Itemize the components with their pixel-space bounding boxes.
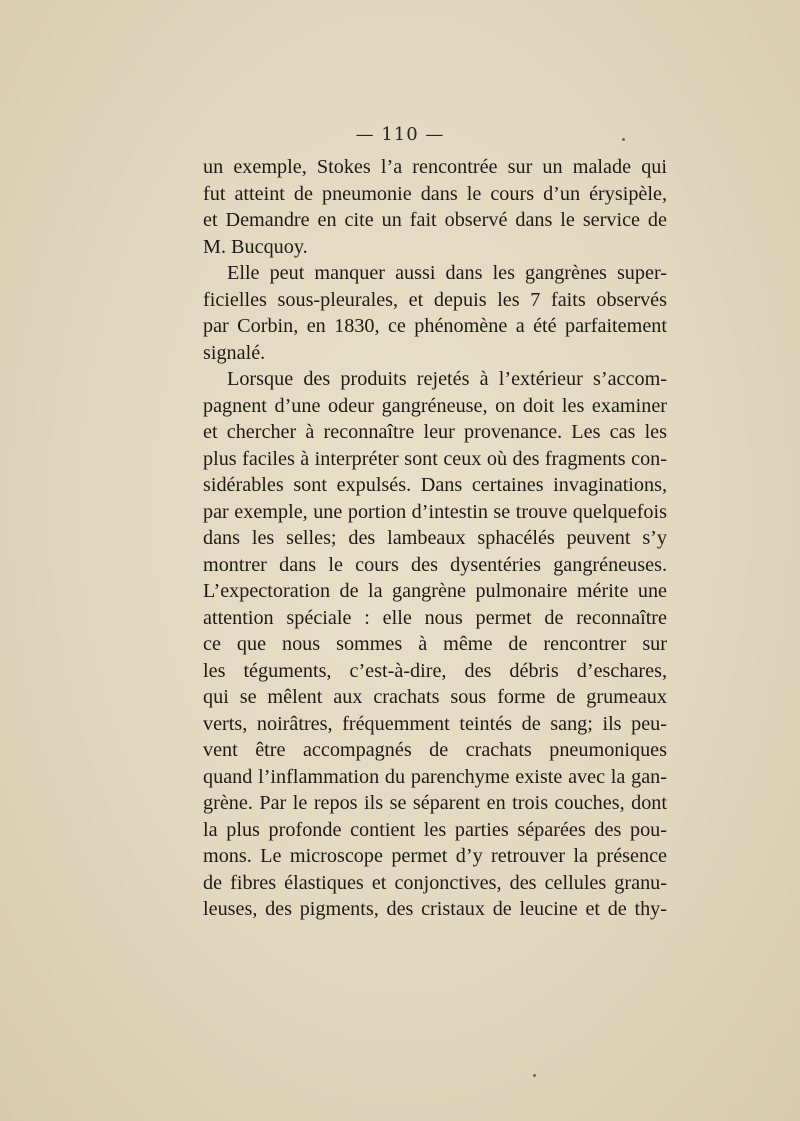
text-line: leuses, des pigments, des cristaux de leucine et de thy- [203, 898, 667, 920]
text-line: pagnent d’une odeur gangréneuse, on doit les examiner [203, 394, 667, 417]
text-line: par exemple, une portion d’intestin se trouve quelquefois [203, 500, 667, 523]
text-line: Lorsque des produits rejetés à l’extérieur s’accom- [227, 368, 667, 390]
text-line: quand l’inflammation du parenchyme existe avec la gan- [203, 765, 667, 788]
text-line: grène. Par le repos ils se séparent en trois couches, dont [203, 792, 667, 814]
text-line: sidérables sont expulsés. Dans certaines invaginations, [203, 474, 667, 496]
body-text [203, 154, 667, 923]
text-line: Elle peut manquer aussi dans les gangrènes super- [227, 262, 667, 284]
text-line: de fibres élastiques et conjonctives, des cellules granu- [203, 871, 667, 894]
paper-speck [533, 1074, 536, 1077]
text-line: et Demandre en cite un fait observé dans le service de [203, 209, 667, 231]
text-line: ficielles sous-pleurales, et depuis les 7 faits observés [203, 288, 667, 311]
text-line: signalé. [203, 341, 266, 364]
text-line: un exemple, Stokes l’a rencontrée sur un malade qui [203, 156, 667, 178]
text-line: les téguments, c’est-à-dire, des débris d’eschares, [203, 659, 667, 682]
text-line: dans les selles; des lambeaux sphacélés peuvent s’y [203, 527, 667, 549]
text-line: plus faciles à interpréter sont ceux où des fragments con- [203, 447, 667, 470]
text-line: fut atteint de pneumonie dans le cours d’un érysipèle, [203, 182, 667, 205]
text-line: verts, noirâtres, fréquemment teintés de sang; ils peu- [203, 712, 667, 735]
paper-speck [622, 138, 625, 141]
text-line: la plus profonde contient les parties séparées des pou- [203, 818, 667, 841]
text-line: et chercher à reconnaître leur provenance. Les cas les [203, 421, 667, 443]
page-number: — 110 — [355, 124, 445, 145]
text-line: M. Bucquoy. [203, 235, 308, 258]
text-line: L’expectoration de la gangrène pulmonaire mérite une [203, 580, 667, 602]
text-line: qui se mêlent aux crachats sous forme de grumeaux [203, 686, 667, 708]
text-line: vent être accompagnés de crachats pneumoniques [203, 739, 667, 761]
text-line: attention spéciale : elle nous permet de reconnaître [203, 606, 667, 629]
text-line: ce que nous sommes à même de rencontrer sur [203, 633, 667, 655]
text-line: mons. Le microscope permet d’y retrouver la présence [203, 845, 667, 867]
text-line: par Corbin, en 1830, ce phénomène a été parfaitement [203, 315, 667, 337]
text-line: montrer dans le cours des dysentéries gangréneuses. [203, 553, 667, 576]
